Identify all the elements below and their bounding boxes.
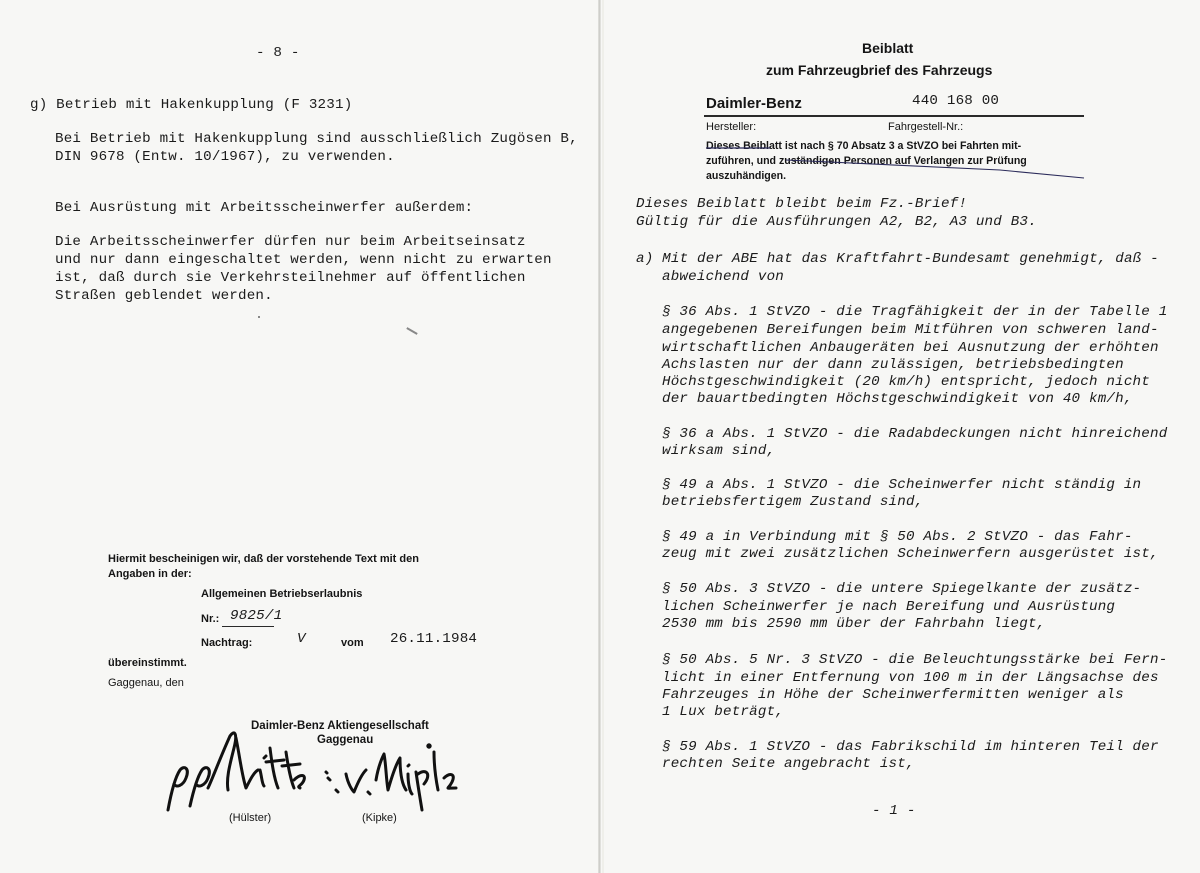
page-fold-shadow (602, 0, 604, 873)
strike-lines (700, 136, 1100, 186)
signer-name: (Hülster) (229, 812, 272, 824)
notice-line: Dieses Beiblatt ist nach § 70 Absatz 3 a StVZO bei Fahrten mit- (706, 140, 1022, 152)
notice-line: zuführen, und zuständigen Personen auf Verlangen zur Prüfung (706, 155, 1027, 167)
paragraph-line: § 36 a Abs. 1 StVZO - die Radabdeckungen nicht hinreichend (662, 426, 1168, 442)
paragraph-line: zeug mit zwei zusätzlichen Scheinwerfern ausgerüstet ist, (662, 546, 1159, 562)
notice-line: auszuhändigen. (706, 170, 787, 182)
vom-label: vom (341, 637, 364, 649)
intro-line: Dieses Beiblatt bleibt beim Fz.-Brief! (636, 196, 968, 212)
section-a-line: abweichend von (662, 269, 784, 285)
paragraph-line: betriebsfertigem Zustand sind, (662, 494, 924, 510)
uebereinstimmt-text: übereinstimmt. (108, 657, 187, 669)
certification-line: Hiermit bescheinigen wir, daß der vorstehende Text mit den (108, 553, 419, 565)
nachtrag-value: V (297, 631, 306, 647)
nachtrag-label: Nachtrag: (201, 637, 253, 649)
nr-value: 9825/1 (230, 608, 283, 624)
brand-name: Daimler-Benz (706, 95, 802, 112)
scan-artifact (258, 316, 260, 318)
nr-underline (222, 626, 274, 627)
paragraph-line: Fahrzeuges in Höhe der Scheinwerfermitten weniger als (662, 687, 1124, 703)
paragraph-line: der bauartbedingten Höchstgeschwindigkeit von 40 km/h, (662, 391, 1133, 407)
paragraph-line: § 49 a Abs. 1 StVZO - die Scheinwerfer nicht ständig in (662, 477, 1142, 493)
paragraph-line: § 50 Abs. 5 Nr. 3 StVZO - die Beleuchtungsstärke bei Fern- (662, 652, 1168, 668)
paragraph-line: wirksam sind, (662, 443, 776, 459)
paragraph-line: wirtschaftlichen Anbaugeräten bei Ausnutzung der erhöhten (662, 340, 1159, 356)
paragraph-line: lichen Scheinwerfer je nach Bereifung und Ausrüstung (662, 599, 1116, 615)
ort-text: Gaggenau, den (108, 677, 184, 689)
beiblatt-title: Beiblatt (862, 40, 914, 56)
fahrgestell-number: 440 168 00 (912, 93, 1000, 109)
paragraph-line: licht in einer Entfernung von 100 m in der Längsachse des (662, 670, 1159, 686)
paragraph-line: Achslasten nur der dann zulässigen, betriebsbedingten (662, 357, 1124, 373)
paragraph-line: § 36 Abs. 1 StVZO - die Tragfähigkeit der in der Tabelle 1 (662, 304, 1168, 320)
signer-name: (Kipke) (362, 812, 397, 824)
paragraph-line: Höchstgeschwindigkeit (20 km/h) entspricht, jedoch nicht (662, 374, 1150, 390)
intro-line: Gültig für die Ausführungen A2, B2, A3 und B3. (636, 214, 1037, 230)
nr-label: Nr.: (201, 613, 220, 625)
paragraph-line: 1 Lux beträgt, (662, 704, 784, 720)
arbeits-line: ist, daß durch sie Verkehrsteilnehmer auf öffentlichen (55, 270, 526, 286)
arbeits-line: Die Arbeitsscheinwerfer dürfen nur beim Arbeitseinsatz (55, 234, 526, 250)
paragraph-line: 2530 mm bis 2590 mm über der Fahrbahn liegt, (662, 616, 1046, 632)
paragraph-line: § 49 a in Verbindung mit § 50 Abs. 2 StVZO - das Fahr- (662, 529, 1133, 545)
abe-label: Allgemeinen Betriebserlaubnis (201, 588, 363, 600)
hersteller-label: Hersteller: (706, 121, 757, 133)
beiblatt-subtitle: zum Fahrzeugbrief des Fahrzeugs (766, 62, 993, 78)
left-page-number: - 8 - (256, 45, 300, 61)
section-g-line: Bei Betrieb mit Hakenkupplung sind ausschließlich Zugösen B, (55, 131, 578, 147)
fahrgestell-label: Fahrgestell-Nr.: (888, 121, 964, 133)
paragraph-line: rechten Seite angebracht ist, (662, 756, 915, 772)
company-name: Daimler-Benz Aktiengesellschaft (251, 720, 429, 732)
section-g-line: DIN 9678 (Entw. 10/1967), zu verwenden. (55, 149, 395, 165)
arbeits-intro: Bei Ausrüstung mit Arbeitsscheinwerfer außerdem: (55, 200, 474, 216)
handwritten-signatures (150, 718, 480, 818)
page-fold (598, 0, 601, 873)
header-rule (704, 115, 1084, 117)
section-a-line: a) Mit der ABE hat das Kraftfahrt-Bundesamt genehmigt, daß - (636, 251, 1159, 267)
right-page-number: - 1 - (872, 803, 916, 819)
company-location: Gaggenau (317, 734, 374, 746)
scan-artifact (406, 327, 417, 335)
arbeits-line: und nur dann eingeschaltet werden, wenn nicht zu erwarten (55, 252, 552, 268)
paragraph-line: angegebenen Bereifungen beim Mitführen von schweren land- (662, 322, 1159, 338)
section-g-title: g) Betrieb mit Hakenkupplung (F 3231) (30, 97, 353, 113)
arbeits-line: Straßen geblendet werden. (55, 288, 273, 304)
vom-value: 26.11.1984 (390, 631, 478, 647)
paragraph-line: § 59 Abs. 1 StVZO - das Fabrikschild im hinteren Teil der (662, 739, 1159, 755)
paragraph-line: § 50 Abs. 3 StVZO - die untere Spiegelkante der zusätz- (662, 581, 1142, 597)
certification-line: Angaben in der: (108, 568, 192, 580)
